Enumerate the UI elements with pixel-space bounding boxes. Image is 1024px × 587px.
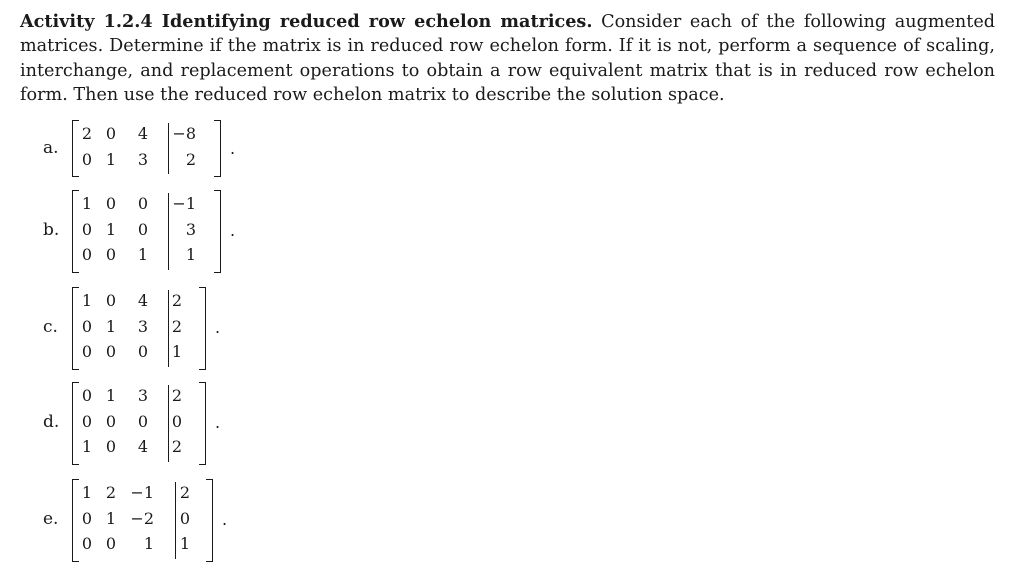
matrix-entry: 3 xyxy=(185,219,196,239)
matrix-entry: 0 xyxy=(179,508,190,528)
activity-title: Activity 1.2.4 Identifying reduced row echelon matrices. xyxy=(20,11,593,32)
matrix-entry: 1 xyxy=(81,291,92,310)
augmentation-line xyxy=(168,193,169,270)
matrix-entry: 0 xyxy=(105,124,116,143)
matrix-entry: 1 xyxy=(179,534,190,553)
matrix-entry: 0 xyxy=(81,149,92,169)
matrix-entry: 1 xyxy=(105,316,116,336)
matrix-entry: 2 xyxy=(81,124,92,143)
matrix-entry: 0 xyxy=(105,342,116,361)
matrix-entry: 1 xyxy=(105,386,116,405)
matrix-period: . xyxy=(222,510,228,530)
matrix-entry: −8 xyxy=(172,124,196,143)
matrix-entry: 0 xyxy=(105,291,116,310)
matrix-entry: 0 xyxy=(105,194,116,213)
matrix-period: . xyxy=(215,413,221,433)
matrix-entry: 1 xyxy=(81,437,92,456)
matrix-entry: 1 xyxy=(81,483,92,502)
matrix-entry: 3 xyxy=(137,149,148,169)
matrix-right-bracket xyxy=(199,382,206,465)
matrix-entry: 4 xyxy=(137,124,148,143)
matrix-right-bracket xyxy=(206,479,213,562)
problem-item xyxy=(0,120,300,177)
matrix-entry: 0 xyxy=(171,411,182,431)
matrix-entry: 0 xyxy=(105,245,116,264)
matrix-entry: 1 xyxy=(143,534,154,553)
problem-item xyxy=(0,479,300,562)
matrix-entry: 1 xyxy=(137,245,148,264)
matrix-entry: 2 xyxy=(105,483,116,502)
matrix-entry: 0 xyxy=(137,342,148,361)
matrix-right-bracket xyxy=(199,287,206,370)
matrix-entry: 2 xyxy=(171,437,182,456)
matrix-entry: 0 xyxy=(137,194,148,213)
activity-paragraph xyxy=(20,10,995,108)
matrix-period: . xyxy=(230,221,236,241)
matrix-entry: 1 xyxy=(171,342,182,361)
problem-label: c. xyxy=(43,317,58,338)
matrix-entry: 0 xyxy=(81,386,92,405)
problem-item xyxy=(0,190,300,273)
matrix-entry: −1 xyxy=(130,483,154,502)
matrix-entry: 0 xyxy=(137,219,148,239)
matrix-entry: 2 xyxy=(171,316,182,336)
matrix-entry: 2 xyxy=(185,149,196,169)
matrix-period: . xyxy=(215,318,221,338)
matrix-entry: 4 xyxy=(137,291,148,310)
matrix-entry: 0 xyxy=(81,342,92,361)
matrix-entry: 2 xyxy=(171,386,182,405)
matrix-entry: 0 xyxy=(81,245,92,264)
matrix-right-bracket xyxy=(214,190,221,273)
matrix-entry: 2 xyxy=(179,483,190,502)
matrix-period: . xyxy=(230,138,236,158)
augmentation-line xyxy=(168,123,169,174)
matrix-entry: 0 xyxy=(81,316,92,336)
matrix-entry: 1 xyxy=(105,508,116,528)
problem-label: d. xyxy=(43,412,60,433)
matrix-right-bracket xyxy=(214,120,221,177)
matrix-entry: 0 xyxy=(105,534,116,553)
matrix-entry: 1 xyxy=(185,245,196,264)
matrix-entry: 0 xyxy=(137,411,148,431)
problem-label: b. xyxy=(43,220,60,241)
problem-item xyxy=(0,382,300,465)
matrix-entry: 3 xyxy=(137,316,148,336)
matrix-entry: −2 xyxy=(130,508,154,528)
matrix-entry: 1 xyxy=(81,194,92,213)
problem-label: e. xyxy=(43,509,59,530)
matrix-entry: 4 xyxy=(137,437,148,456)
matrix-entry: 3 xyxy=(137,386,148,405)
matrix-entry: 0 xyxy=(105,437,116,456)
matrix-entry: 2 xyxy=(171,291,182,310)
matrix-entry: 0 xyxy=(105,411,116,431)
problem-item xyxy=(0,287,300,370)
matrix-entry: 0 xyxy=(81,219,92,239)
problem-label: a. xyxy=(43,137,59,158)
matrix-entry: 0 xyxy=(81,411,92,431)
matrix-entry: 0 xyxy=(81,508,92,528)
matrix-entry: −1 xyxy=(172,194,196,213)
matrix-entry: 1 xyxy=(105,149,116,169)
matrix-entry: 0 xyxy=(81,534,92,553)
activity-body: Consider each of the following augmented matrices. Determine if the matrix is in reduced row echelon form. If it is not, perform a sequence of scaling, interchange, and replacement operations to obtain a row equivalent matrix that is in reduced row echelon form. Then use the reduced row echelon matrix to describe the solution space. xyxy=(20,12,995,106)
matrix-entry: 1 xyxy=(105,219,116,239)
